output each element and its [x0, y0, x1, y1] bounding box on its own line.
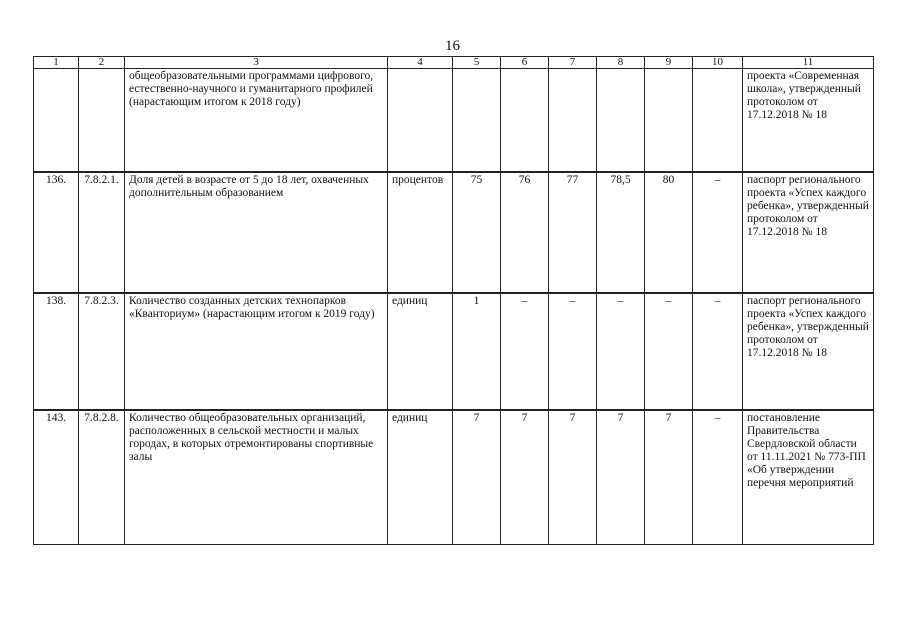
column-header: 3 — [125, 57, 388, 69]
value-cell: – — [693, 410, 743, 545]
value-cell — [501, 69, 549, 173]
value-cell: – — [693, 293, 743, 410]
indicators-table — [33, 56, 874, 545]
column-header: 10 — [693, 57, 743, 69]
table-header-row — [34, 57, 874, 69]
column-header: 4 — [388, 57, 453, 69]
value-cell: – — [549, 293, 597, 410]
value-cell: 7 — [549, 410, 597, 545]
value-cell: 7 — [645, 410, 693, 545]
row-number: 136. — [34, 172, 79, 293]
value-cell — [453, 69, 501, 173]
unit-cell: единиц — [388, 410, 453, 545]
value-cell: – — [645, 293, 693, 410]
column-header: 8 — [597, 57, 645, 69]
row-number: 138. — [34, 293, 79, 410]
column-header: 2 — [79, 57, 125, 69]
indicator-name: Количество общеобразовательных организаций, расположенных в сельской местности и малых городах, в которых отремонтированы спортивные залы — [125, 410, 388, 545]
column-header: 6 — [501, 57, 549, 69]
row-number — [34, 69, 79, 173]
table-row — [34, 69, 874, 173]
source-cell: паспорт регионального проекта «Успех каждого ребенка», утвержденный протоколом от 17.12.2018 № 18 — [743, 172, 874, 293]
source-cell: постановление Правительства Свердловской области от 11.11.2021 № 773-ПП «Об утверждении перечня мероприятий — [743, 410, 874, 545]
indicator-code — [79, 69, 125, 173]
indicator-code: 7.8.2.1. — [79, 172, 125, 293]
value-cell: 78,5 — [597, 172, 645, 293]
row-number: 143. — [34, 410, 79, 545]
source-cell: проекта «Современная школа», утвержденный протоколом от 17.12.2018 № 18 — [743, 69, 874, 173]
table-row — [34, 410, 874, 545]
value-cell — [549, 69, 597, 173]
table-row — [34, 293, 874, 410]
indicator-name: Доля детей в возрасте от 5 до 18 лет, охваченных дополнительным образованием — [125, 172, 388, 293]
value-cell: 1 — [453, 293, 501, 410]
indicator-name: Количество созданных детских технопарков «Кванториум» (нарастающим итогом к 2019 году) — [125, 293, 388, 410]
unit-cell: процентов — [388, 172, 453, 293]
column-header: 7 — [549, 57, 597, 69]
indicator-name: общеобразовательными программами цифрового, естественно-научного и гуманитарного профилей (нарастающим итогом к 2018 году) — [125, 69, 388, 173]
column-header: 5 — [453, 57, 501, 69]
value-cell — [645, 69, 693, 173]
value-cell — [693, 69, 743, 173]
indicator-code: 7.8.2.3. — [79, 293, 125, 410]
column-header: 1 — [34, 57, 79, 69]
page-number: 16 — [445, 38, 460, 54]
value-cell: 7 — [597, 410, 645, 545]
value-cell: 7 — [501, 410, 549, 545]
column-header: 9 — [645, 57, 693, 69]
value-cell: 80 — [645, 172, 693, 293]
source-cell: паспорт регионального проекта «Успех каждого ребенка», утвержденный протоколом от 17.12.2018 № 18 — [743, 293, 874, 410]
unit-cell: единиц — [388, 293, 453, 410]
value-cell: 76 — [501, 172, 549, 293]
table-row — [34, 172, 874, 293]
value-cell: – — [693, 172, 743, 293]
value-cell: – — [597, 293, 645, 410]
value-cell: – — [501, 293, 549, 410]
column-header: 11 — [743, 57, 874, 69]
value-cell — [597, 69, 645, 173]
unit-cell — [388, 69, 453, 173]
value-cell: 77 — [549, 172, 597, 293]
value-cell: 75 — [453, 172, 501, 293]
value-cell: 7 — [453, 410, 501, 545]
indicator-code: 7.8.2.8. — [79, 410, 125, 545]
